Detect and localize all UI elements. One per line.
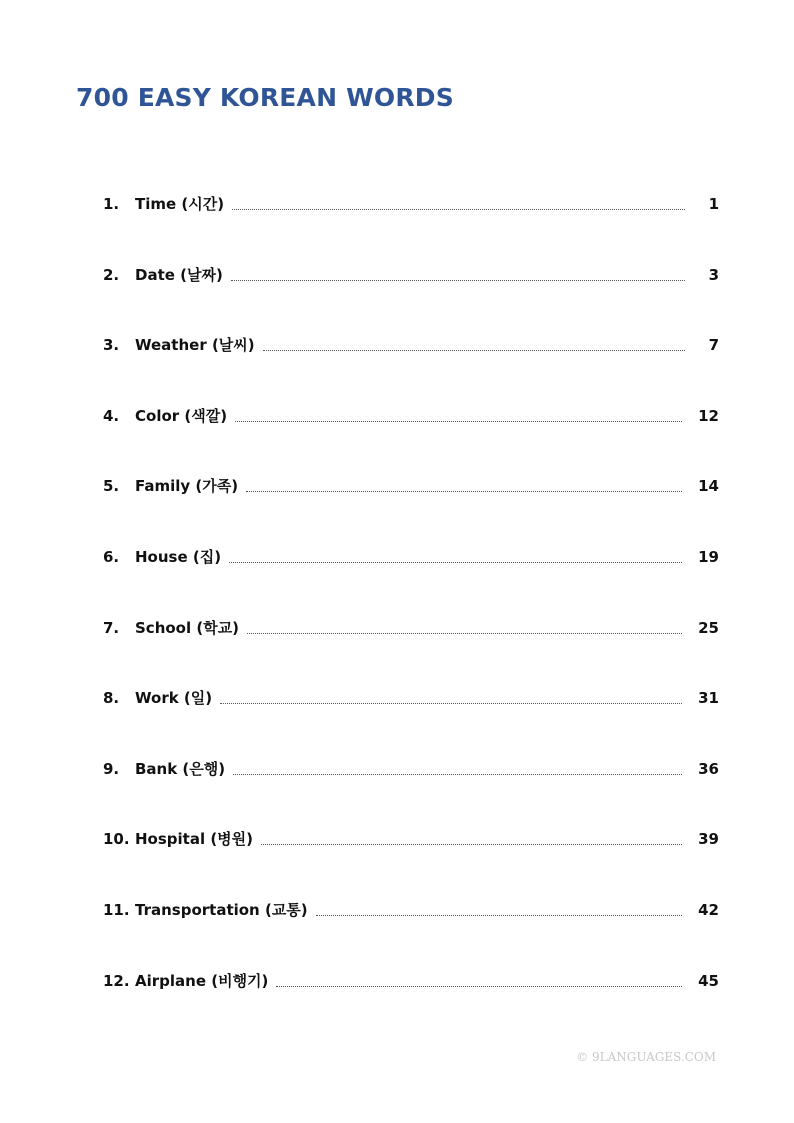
toc-entry-number: 1. [103, 195, 120, 213]
toc-dot-leader [261, 843, 682, 845]
toc-dot-leader [247, 632, 682, 634]
toc-entry-bank[interactable] [103, 752, 719, 823]
toc-entry-label: Hospital (병원) [135, 830, 254, 849]
toc-entry-page: 45 [698, 971, 719, 990]
toc-entry-date[interactable] [103, 258, 719, 329]
toc-dot-leader [276, 985, 682, 987]
toc-entry-airplane[interactable] [103, 964, 719, 1035]
toc-entry-label: Color (색깔) [135, 406, 228, 425]
toc-entry-label: Airplane (비행기) [135, 971, 269, 990]
toc-entry-hospital[interactable] [103, 822, 719, 893]
toc-entry-number: 11. [103, 900, 130, 919]
toc-entry-number: 2. [103, 265, 120, 284]
copyright-footer: © 9LANGUAGES.COM [576, 1050, 716, 1064]
toc-dot-leader [263, 349, 685, 351]
toc-dot-leader [316, 914, 682, 916]
toc-entry-label: School (학교) [135, 618, 240, 637]
toc-entry-house[interactable] [103, 540, 719, 611]
toc-entry-page: 39 [698, 830, 719, 849]
toc-entry-weather[interactable] [103, 328, 719, 399]
toc-entry-page: 14 [698, 477, 719, 496]
toc-entry-page: 1 [708, 195, 719, 213]
toc-entry-label: Transportation (교통) [135, 900, 308, 919]
toc-entry-label: Bank (은행) [135, 759, 226, 778]
toc-entry-school[interactable] [103, 611, 719, 682]
toc-dot-leader [232, 208, 685, 210]
toc-entry-number: 8. [103, 689, 120, 708]
toc-entry-number: 3. [103, 336, 120, 355]
toc-entry-page: 19 [698, 547, 719, 566]
toc-entry-label: House (집) [135, 547, 222, 566]
toc-entry-time[interactable] [103, 187, 719, 258]
toc-entry-page: 36 [698, 759, 719, 778]
toc-entry-number: 10. [103, 830, 130, 849]
document-title: 700 EASY KOREAN WORDS [76, 83, 454, 112]
toc-entry-work[interactable] [103, 681, 719, 752]
toc-entry-page: 31 [698, 689, 719, 708]
table-of-contents [103, 187, 719, 1034]
toc-entry-transportation[interactable] [103, 893, 719, 964]
toc-entry-color[interactable] [103, 399, 719, 470]
toc-entry-label: Time (시간) [135, 195, 225, 213]
toc-entry-label: Weather (날씨) [135, 336, 255, 355]
toc-dot-leader [235, 420, 682, 422]
toc-dot-leader [229, 561, 682, 563]
toc-entry-number: 7. [103, 618, 120, 637]
toc-entry-number: 6. [103, 547, 120, 566]
toc-entry-page: 25 [698, 618, 719, 637]
toc-entry-family[interactable] [103, 469, 719, 540]
toc-dot-leader [220, 702, 682, 704]
toc-entry-page: 3 [708, 265, 719, 284]
toc-entry-label: Date (날짜) [135, 265, 223, 284]
toc-entry-page: 7 [708, 336, 719, 355]
toc-entry-label: Family (가족) [135, 477, 239, 496]
toc-entry-page: 42 [698, 900, 719, 919]
toc-entry-number: 9. [103, 759, 120, 778]
toc-dot-leader [231, 279, 685, 281]
toc-entry-page: 12 [698, 406, 719, 425]
toc-dot-leader [233, 773, 682, 775]
toc-dot-leader [246, 490, 682, 492]
toc-entry-number: 4. [103, 406, 120, 425]
toc-entry-label: Work (일) [135, 689, 213, 708]
toc-entry-number: 12. [103, 971, 130, 990]
toc-entry-number: 5. [103, 477, 120, 496]
